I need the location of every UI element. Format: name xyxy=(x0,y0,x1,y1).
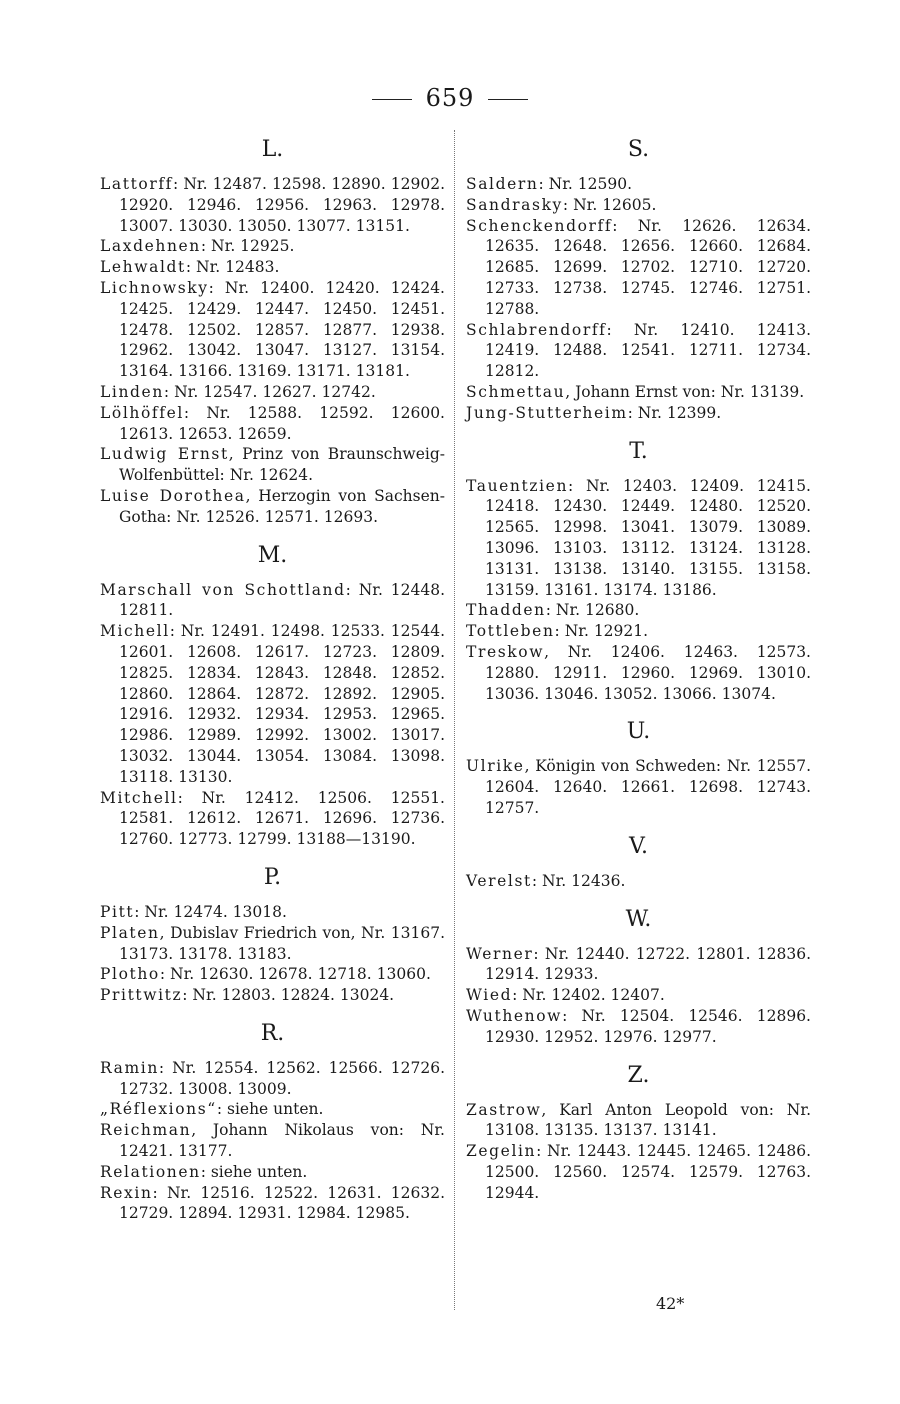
entry-references: : Nr. 12436. xyxy=(531,871,626,890)
section-letter: L. xyxy=(261,137,284,162)
entry-references: , Johann Nikolaus von: Nr. 12421. 13177. xyxy=(119,1121,445,1161)
entry-name: Reichman xyxy=(100,1121,192,1140)
entry-references: : Nr. 12412. 12506. 12551. 12581. 12612. 12671. 12696. 12736. 12760. 12773. 12799. 13188—13190. xyxy=(119,788,445,849)
entry-name: Lehwaldt xyxy=(100,258,186,277)
index-entry xyxy=(100,1099,445,1120)
entry-references: : Nr. 12483. xyxy=(185,258,280,277)
entry-references: : Nr. 12547. 12627. 12742. xyxy=(163,382,376,401)
entry-name: Wuthenow xyxy=(466,1006,563,1025)
index-entry xyxy=(466,195,811,216)
entry-name: Treskow xyxy=(466,642,545,661)
index-entry xyxy=(466,1100,811,1142)
index-entry xyxy=(466,600,811,621)
entry-name: Ludwig Ernst xyxy=(100,445,229,464)
entry-name: Zegelin xyxy=(466,1142,537,1161)
section-letter: M. xyxy=(257,542,288,568)
entry-name: Platen xyxy=(100,923,160,942)
header-dash-right xyxy=(488,99,528,100)
entry-references: : Nr. 12410. 12413. 12419. 12488. 12541. 12711. 12734. 12812. xyxy=(485,320,811,381)
index-entry xyxy=(100,1162,445,1183)
entry-references: , Dubislav Friedrich von, Nr. 13167. 13173. 13178. 13183. xyxy=(119,923,445,963)
index-entry xyxy=(466,985,811,1006)
section-letter: R. xyxy=(260,1020,285,1046)
left-column xyxy=(100,130,445,1238)
entry-name: Marschall von Schottland xyxy=(100,580,346,599)
index-entry xyxy=(100,382,445,403)
index-section xyxy=(466,718,811,818)
index-entry xyxy=(100,1183,445,1225)
index-entry xyxy=(100,174,445,236)
index-entry xyxy=(100,1120,445,1162)
entry-name: Wied xyxy=(466,986,513,1005)
page-number: 659 xyxy=(425,84,475,112)
index-section xyxy=(466,438,811,705)
index-section xyxy=(466,1062,811,1204)
index-entry xyxy=(466,642,811,704)
entry-references: : Nr. 12921. xyxy=(554,622,649,641)
entry-name: Michell xyxy=(100,622,170,641)
entry-references: : Nr. 12399. xyxy=(627,403,722,422)
entry-references: : Nr. 12626. 12634. 12635. 12648. 12656. 12660. 12684. 12685. 12699. 12702. 12710. 12720. 12733. 12738. 12745. 12746. 12751. 12788. xyxy=(485,216,811,318)
index-entry xyxy=(466,476,811,601)
entry-name: Verelst xyxy=(466,871,532,890)
entry-references: : siehe unten. xyxy=(200,1162,308,1181)
entry-references: : Nr. 12630. 12678. 12718. 13060. xyxy=(159,965,431,984)
entry-references: : Nr. 12491. 12498. 12533. 12544. 12601. 12608. 12617. 12723. 12809. 12825. 12834. 12843. 12848. 12852. 12860. 12864. 12872. 12892. 12905. 12916. 12932. 12934. 12953. 12965. 12986. 12989. 12992. 13002. 13017. 13032. 13044. 13054. 13084. 13098. 13118. 13130. xyxy=(119,622,445,786)
entry-references: , Prinz von Braunschweig-Wolfenbüttel: Nr. 12624. xyxy=(119,445,445,485)
entry-name: Pitt xyxy=(100,902,135,921)
signature-mark: 42* xyxy=(656,1294,685,1313)
entry-name: Plotho xyxy=(100,965,160,984)
entry-name: Relationen xyxy=(100,1162,201,1181)
entry-name: Lattorff xyxy=(100,175,174,193)
section-letter: Z. xyxy=(627,1062,650,1088)
section-letter: T. xyxy=(629,438,648,464)
entry-name: Werner xyxy=(466,944,534,963)
index-entry xyxy=(100,1058,445,1100)
entry-name: Thadden xyxy=(466,601,546,620)
index-section xyxy=(100,136,445,528)
index-entry xyxy=(100,444,445,486)
index-entry xyxy=(100,278,445,382)
entry-references: : Nr. 12443. 12445. 12465. 12486. 12500. 12560. 12574. 12579. 12763. 12944. xyxy=(485,1142,811,1202)
entry-name: Sandrasky xyxy=(466,195,563,214)
section-letter: V. xyxy=(628,833,649,859)
section-letter: U. xyxy=(626,719,651,745)
index-entry xyxy=(100,236,445,257)
index-section xyxy=(100,542,445,850)
entry-name: Tottleben xyxy=(466,622,555,641)
entry-name: Saldern xyxy=(466,175,539,193)
entry-references: : Nr. 12605. xyxy=(562,195,657,214)
index-entry xyxy=(466,320,811,382)
header-dash-left xyxy=(372,99,412,100)
entry-name: Lichnowsky xyxy=(100,278,209,297)
section-letter: W. xyxy=(625,906,652,932)
index-section xyxy=(466,136,811,424)
index-entry xyxy=(466,621,811,642)
entry-name: Jung-Stutterheim xyxy=(466,403,628,422)
entry-references: : Nr. 12400. 12420. 12424. 12425. 12429. 12447. 12450. 12451. 12478. 12502. 12857. 12877. 12938. 12962. 13042. 13047. 13127. 13154. 13164. 13166. 13169. 13171. 13181. xyxy=(119,278,445,381)
entry-references: : Nr. 12448. 12811. xyxy=(119,580,445,620)
section-letter: S. xyxy=(627,137,650,162)
index-entry xyxy=(466,1141,811,1203)
entry-name: Mitchell xyxy=(100,788,178,807)
entry-name: Ramin xyxy=(100,1058,159,1077)
entry-references: , Johann Ernst von: Nr. 13139. xyxy=(565,382,805,401)
entry-name: Schenckendorff xyxy=(466,216,613,235)
index-entry xyxy=(100,902,445,923)
entry-references: : Nr. 12803. 12824. 13024. xyxy=(182,986,395,1005)
index-entry xyxy=(466,174,811,195)
entry-references: , Herzogin von Sachsen-Gotha: Nr. 12526. 12571. 12693. xyxy=(119,486,446,526)
section-letter: P. xyxy=(263,864,282,890)
index-entry xyxy=(100,985,445,1006)
index-entry xyxy=(466,403,811,424)
entry-name: Prittwitz xyxy=(100,986,183,1005)
index-entry xyxy=(100,486,445,528)
entry-references: : Nr. 12487. 12598. 12890. 12902. 12920. 12946. 12956. 12963. 12978. 13007. 13030. 13050. 13077. 13151. xyxy=(119,175,445,235)
entry-name: Laxdehnen xyxy=(100,237,201,256)
index-entry xyxy=(466,1006,811,1048)
entry-name: Schlabrendorff xyxy=(466,320,607,339)
entry-references: : siehe unten. xyxy=(216,1100,324,1119)
entry-references: , Königin von Schweden: Nr. 12557. 12604. 12640. 12661. 12698. 12743. 12757. xyxy=(485,757,811,817)
index-entry xyxy=(100,788,445,850)
entry-name: Ulrike xyxy=(466,757,525,776)
index-entry xyxy=(466,382,811,403)
entry-references: : Nr. 12402. 12407. xyxy=(512,986,665,1005)
entry-references: : Nr. 12516. 12522. 12631. 12632. 12729. 12894. 12931. 12984. 12985. xyxy=(119,1183,445,1223)
index-entry xyxy=(100,403,445,445)
index-section xyxy=(100,864,445,1006)
index-entry xyxy=(100,923,445,965)
entry-references: : Nr. 12588. 12592. 12600. 12613. 12653. 12659. xyxy=(119,403,445,443)
entry-name: Rexin xyxy=(100,1183,153,1202)
index-entry xyxy=(466,756,811,818)
entry-references: , Karl Anton Leopold von: Nr. 13108. 13135. 13137. 13141. xyxy=(485,1100,811,1140)
index-entry xyxy=(100,621,445,787)
entry-name: Lölhöffel xyxy=(100,403,184,422)
column-divider xyxy=(454,130,455,1310)
entry-references: : Nr. 12440. 12722. 12801. 12836. 12914. 12933. xyxy=(485,944,811,984)
index-section xyxy=(100,1020,445,1224)
index-entry xyxy=(100,964,445,985)
page-header xyxy=(0,84,900,112)
entry-references: : Nr. 12403. 12409. 12415. 12418. 12430. 12449. 12480. 12520. 12565. 12998. 13041. 13079. 13089. 13096. 13103. 13112. 13124. 13128. 13131. 13138. 13140. 13155. 13158. 13159. 13161. 13174. 13186. xyxy=(485,476,811,599)
index-entry xyxy=(466,871,811,892)
index-section xyxy=(466,906,811,1048)
entry-name: „Réflexions“ xyxy=(100,1100,217,1119)
entry-name: Tauentzien xyxy=(466,476,569,495)
entry-name: Luise Dorothea xyxy=(100,486,246,505)
right-column xyxy=(466,130,811,1217)
index-entry xyxy=(466,944,811,986)
entry-references: : Nr. 12504. 12546. 12896. 12930. 12952. 12976. 12977. xyxy=(485,1006,811,1046)
entry-references: : Nr. 12590. xyxy=(538,175,633,193)
index-entry xyxy=(100,257,445,278)
index-entry xyxy=(466,216,811,320)
index-entry xyxy=(100,580,445,622)
entry-references: , Nr. 12406. 12463. 12573. 12880. 12911. 12960. 12969. 13010. 13036. 13046. 13052. 13066. 13074. xyxy=(485,642,811,703)
index-section xyxy=(466,833,811,892)
entry-references: : Nr. 12680. xyxy=(545,601,640,620)
entry-name: Zastrow xyxy=(466,1100,542,1119)
entry-references: : Nr. 12474. 13018. xyxy=(134,902,287,921)
entry-references: : Nr. 12925. xyxy=(200,237,295,256)
entry-references: : Nr. 12554. 12562. 12566. 12726. 12732. 13008. 13009. xyxy=(119,1058,445,1098)
entry-name: Schmettau xyxy=(466,382,566,401)
entry-name: Linden xyxy=(100,382,164,401)
